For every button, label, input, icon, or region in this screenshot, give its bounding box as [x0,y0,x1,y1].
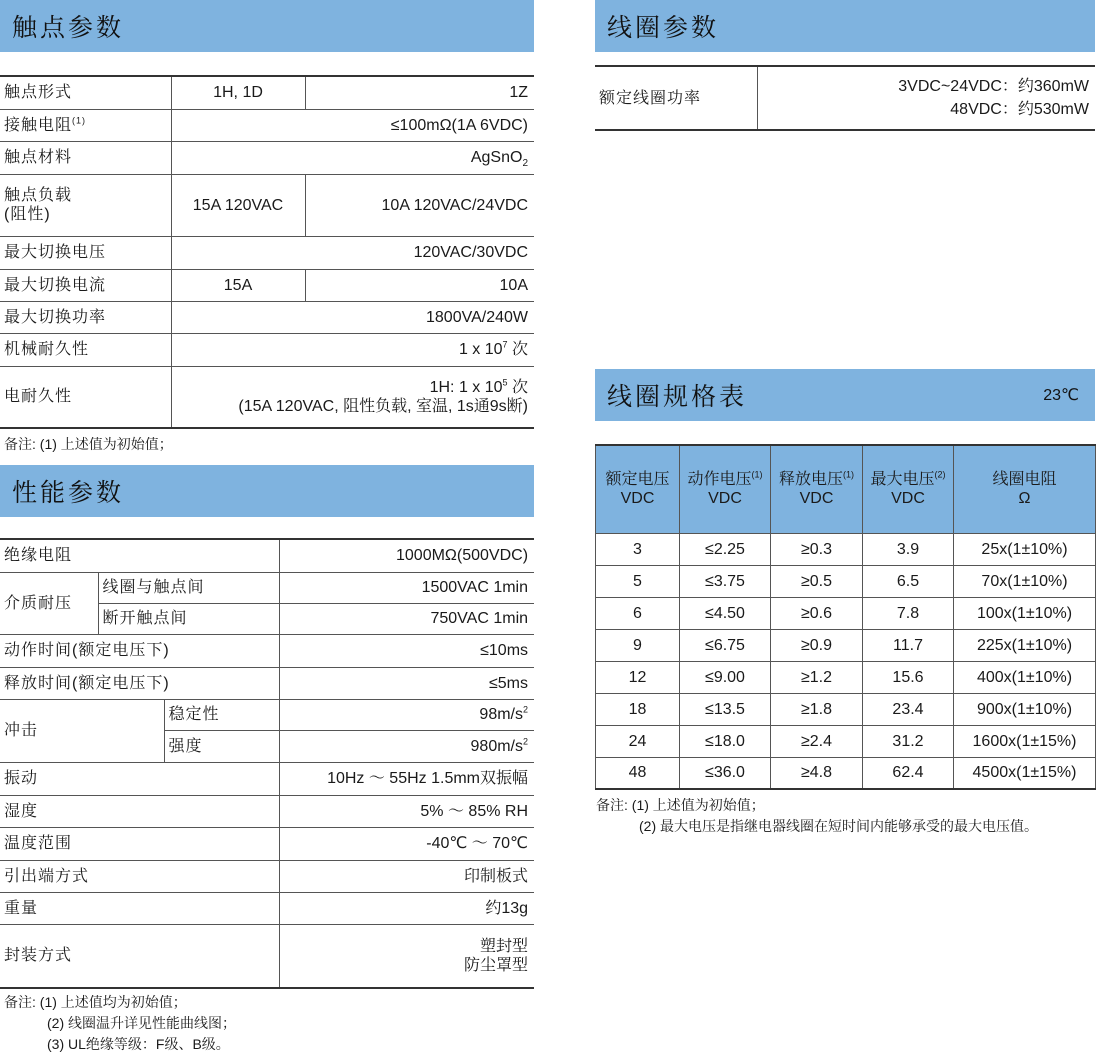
row-label: 引出端方式 [0,860,279,892]
row-label: 电耐久性 [0,366,171,428]
row-label: 温度范围 [0,827,279,860]
row-sublabel: 稳定性 [164,699,279,730]
cell-value: 15A 120VAC [171,174,305,236]
cell-value: ≤4.50 [680,597,771,629]
cell-value: 7.8 [863,597,954,629]
cell-value: ≤2.25 [680,533,771,565]
cell-value: 3.9 [863,533,954,565]
performance-section-title: 性能参数 [12,479,125,507]
coil-spec-table [595,444,1096,790]
table-header-row [596,445,1096,533]
cell-value: 10Hz ～ 55Hz 1.5mm双振幅 [279,762,534,795]
row-label: 释放时间(额定电压下) [0,667,279,699]
note-line: (2) 最大电压是指继电器线圈在短时间内能够承受的最大电压值。 [639,818,1038,834]
table-row [0,539,534,572]
table-row [0,795,534,827]
table-row [596,629,1096,661]
cell-value: 约13g [279,892,534,924]
cell-value: 15A [171,269,305,301]
row-label: 介质耐压 [0,572,98,634]
coil-spec-section-title: 线圈规格表 [607,383,748,411]
row-label: 重量 [0,892,279,924]
cell-value: ≥0.6 [771,597,863,629]
table-row [596,693,1096,725]
coil-section-header [595,0,1095,52]
cell-value: 70x(1±10%) [954,565,1096,597]
contact-section-title: 触点参数 [12,14,125,42]
table-row [596,565,1096,597]
cell-value: 12 [596,661,680,693]
table-row [0,236,534,269]
cell-value: 100x(1±10%) [954,597,1096,629]
note-line: (3) UL绝缘等级：F级、B级。 [47,1036,230,1052]
table-row [596,757,1096,789]
table-row [0,667,534,699]
row-label: 触点材料 [0,141,171,174]
note-line: 备注: (1) 上述值均为初始值； [4,994,187,1010]
row-sublabel: 线圈与触点间 [98,572,279,603]
cell-value: 5% ～ 85% RH [279,795,534,827]
row-label: 封装方式 [0,924,279,988]
contact-params-table [0,75,534,429]
cell-value: 1Z [305,76,534,109]
cell-value: 1H: 1 x $10^5$ 次 (15A 120VAC, 阻性负载, 室温, 1s通9s断) [171,366,534,428]
table-row [596,661,1096,693]
cell-value: ≤18.0 [680,725,771,757]
coil-section-title: 线圈参数 [607,14,720,42]
cell-value: ≤36.0 [680,757,771,789]
note-line: 备注: (1) 上述值为初始值； [596,797,765,813]
cell-value: 750VAC 1min [279,603,534,634]
cell-value: ≤13.5 [680,693,771,725]
row-label: 触点形式 [0,76,171,109]
row-label: 额定线圈功率 [595,66,757,130]
cell-value: 31.2 [863,725,954,757]
table-row [0,699,534,730]
cell-value: $980m/s^2$ [279,730,534,762]
row-label: 触点负载 (阻性) [0,174,171,236]
table-row [596,533,1096,565]
table-row [0,174,534,236]
cell-value: 1 x $10^7$ 次 [171,333,534,366]
table-row [595,66,1095,130]
cell-value: 塑封型 防尘罩型 [279,924,534,988]
table-row [596,597,1096,629]
cell-value: 24 [596,725,680,757]
cell-value: ≤6.75 [680,629,771,661]
column-header: 释放电压$^{(1)}$ VDC [771,445,863,533]
row-label: 湿度 [0,795,279,827]
cell-value: 1H, 1D [171,76,305,109]
table-row [0,892,534,924]
table-row [0,924,534,988]
cell-value: 1500VAC 1min [279,572,534,603]
row-label: 动作时间(额定电压下) [0,634,279,667]
table-row [0,109,534,141]
cell-value: 120VAC/30VDC [171,236,534,269]
table-row [0,76,534,109]
cell-value: 3 [596,533,680,565]
row-label: 最大切换电压 [0,236,171,269]
cell-value: 62.4 [863,757,954,789]
cell-value: 印制板式 [279,860,534,892]
cell-value: ≥1.8 [771,693,863,725]
table-row [0,366,534,428]
row-label: 机械耐久性 [0,333,171,366]
cell-value: ≥0.9 [771,629,863,661]
cell-value: 4500x(1±15%) [954,757,1096,789]
cell-value: ≤10ms [279,634,534,667]
column-header: 最大电压$^{(2)}$ VDC [863,445,954,533]
cell-value: 11.7 [863,629,954,661]
table-row [0,827,534,860]
contact-note: 备注: (1) 上述值为初始值； [4,436,173,452]
cell-value: 23.4 [863,693,954,725]
cell-value: 25x(1±10%) [954,533,1096,565]
row-label: 冲击 [0,699,164,762]
table-row [0,269,534,301]
table-row [0,634,534,667]
cell-value: 15.6 [863,661,954,693]
coil-spec-notes [596,795,1038,837]
table-row [0,572,534,603]
column-header: 线圈电阻 Ω [954,445,1096,533]
row-label: 最大切换电流 [0,269,171,301]
column-header: 额定电压 VDC [596,445,680,533]
row-sublabel: 强度 [164,730,279,762]
cell-value: 3VDC~24VDC：约360mW 48VDC：约530mW [757,66,1095,130]
performance-section-header [0,465,534,517]
cell-value: 6.5 [863,565,954,597]
cell-value: 900x(1±10%) [954,693,1096,725]
cell-value: 1000MΩ(500VDC) [279,539,534,572]
row-label: 最大切换功率 [0,301,171,333]
performance-notes [4,992,236,1055]
temperature-label: 23℃ [1043,387,1079,404]
cell-value: ≤100mΩ(1A 6VDC) [171,109,534,141]
cell-value: AgSnO$_2$ [171,141,534,174]
cell-value: $98m/s^2$ [279,699,534,730]
cell-value: 9 [596,629,680,661]
row-label: 绝缘电阻 [0,539,279,572]
cell-value: ≤5ms [279,667,534,699]
cell-value: 6 [596,597,680,629]
cell-value: ≤9.00 [680,661,771,693]
cell-value: 18 [596,693,680,725]
row-label: 接触电阻$^{(1)}$ [0,109,171,141]
coil-params-table [595,65,1095,131]
cell-value: 5 [596,565,680,597]
cell-value: 1600x(1±15%) [954,725,1096,757]
cell-value: 48 [596,757,680,789]
table-row [0,860,534,892]
coil-spec-section-header [595,369,1095,421]
table-row [0,762,534,795]
table-row [0,333,534,366]
row-sublabel: 断开触点间 [98,603,279,634]
cell-value: 225x(1±10%) [954,629,1096,661]
performance-params-table [0,538,534,989]
table-row [0,141,534,174]
cell-value: 400x(1±10%) [954,661,1096,693]
cell-value: 10A [305,269,534,301]
cell-value: ≤3.75 [680,565,771,597]
cell-value: ≥2.4 [771,725,863,757]
column-header: 动作电压$^{(1)}$ VDC [680,445,771,533]
cell-value: ≥0.3 [771,533,863,565]
table-row [596,725,1096,757]
cell-value: ≥0.5 [771,565,863,597]
cell-value: 10A 120VAC/24VDC [305,174,534,236]
cell-value: -40℃ ～ 70℃ [279,827,534,860]
cell-value: ≥4.8 [771,757,863,789]
cell-value: ≥1.2 [771,661,863,693]
contact-section-header [0,0,534,52]
row-label: 振动 [0,762,279,795]
table-row [0,301,534,333]
cell-value: 1800VA/240W [171,301,534,333]
note-line: (2) 线圈温升详见性能曲线图； [47,1015,236,1031]
